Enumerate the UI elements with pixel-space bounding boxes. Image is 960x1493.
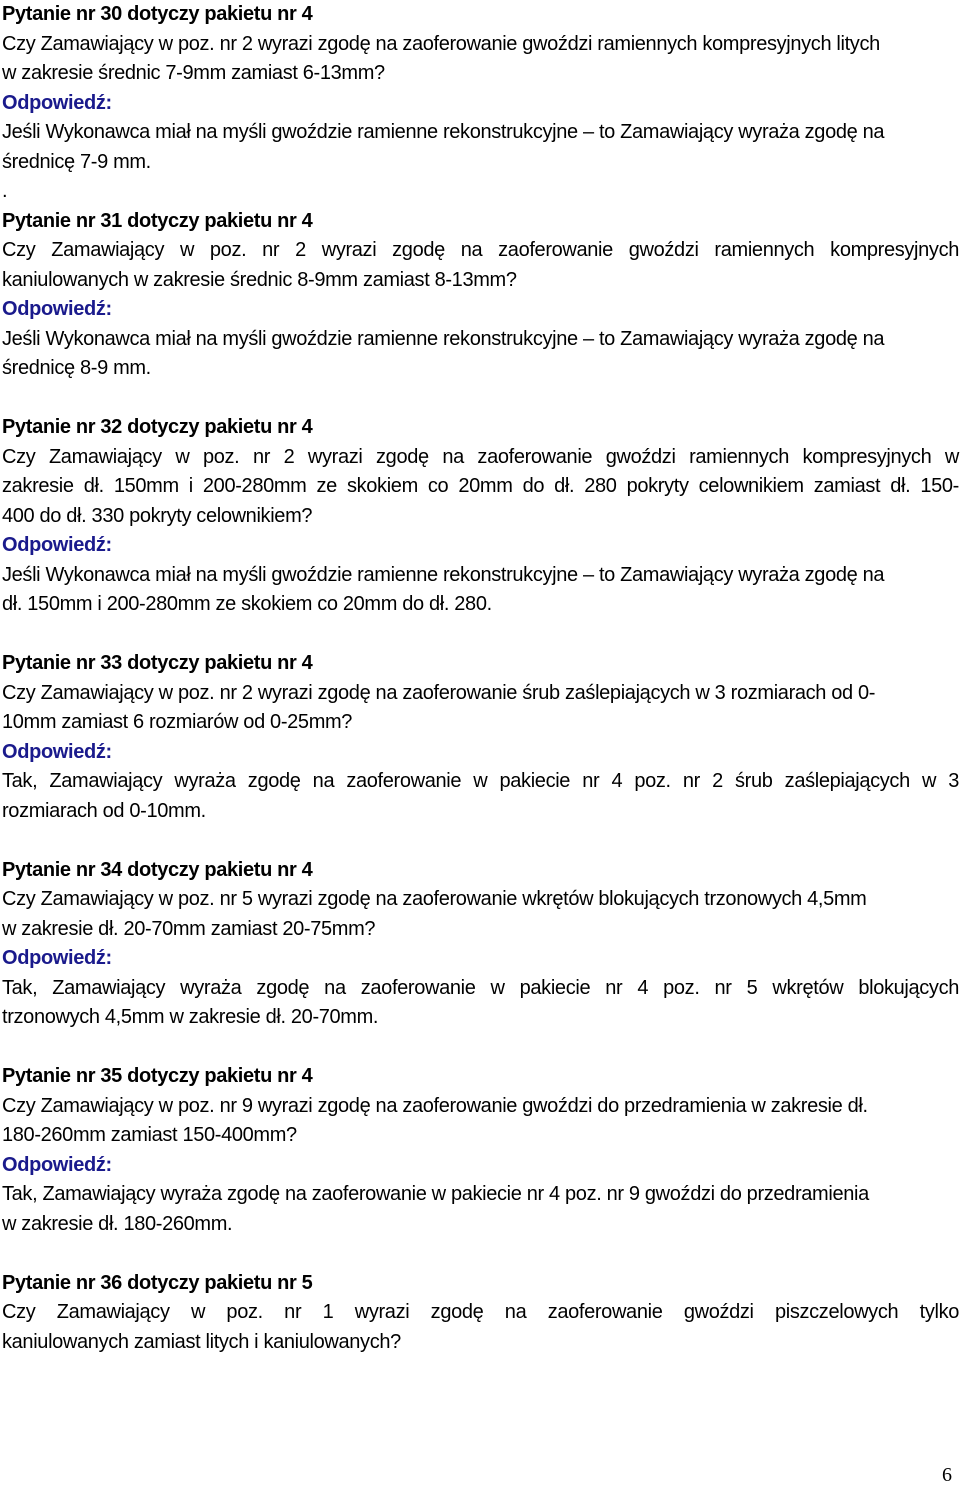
answer-text-line: rozmiarach od 0-10mm.	[2, 799, 206, 822]
question-block-36	[2, 1269, 959, 1358]
question-block-32	[2, 413, 959, 620]
question-title: Pytanie nr 35 dotyczy pakietu nr 4	[2, 1065, 313, 1087]
question-block-33	[2, 649, 959, 826]
question-title: Pytanie nr 36 dotyczy pakietu nr 5	[2, 1271, 313, 1294]
answer-text-line: Tak, Zamawiający wyraża zgodę na zaoferowanie w pakiecie nr 4 poz. nr 2 śrub zaślepiających w 3	[2, 770, 959, 792]
answer-label: Odpowiedź:	[2, 91, 112, 114]
question-text-line: Czy Zamawiający w poz. nr 5 wyrazi zgodę na zaoferowanie wkrętów blokujących trzonowych 4,5mm	[2, 888, 867, 910]
answer-label: Odpowiedź:	[2, 298, 112, 320]
question-title: Pytanie nr 32 dotyczy pakietu nr 4	[2, 416, 313, 438]
answer-text-line: Jeśli Wykonawca miał na myśli gwoździe ramienne rekonstrukcyjne – to Zamawiający wyraża zgodę na	[2, 327, 885, 350]
question-text-line: kaniulowanych w zakresie średnic 8-9mm zamiast 8-13mm?	[2, 268, 517, 291]
question-block-30	[2, 0, 959, 207]
spacer	[2, 826, 959, 856]
question-title: Pytanie nr 34 dotyczy pakietu nr 4	[2, 858, 313, 881]
question-text-line: 400 do dł. 330 pokryty celownikiem?	[2, 504, 313, 527]
question-text-line: Czy Zamawiający w poz. nr 2 wyrazi zgodę na zaoferowanie śrub zaślepiających w 3 rozmiarach od 0-	[2, 681, 876, 704]
answer-label: Odpowiedź:	[2, 947, 112, 969]
answer-text-line: Jeśli Wykonawca miał na myśli gwoździe ramienne rekonstrukcyjne – to Zamawiający wyraża zgodę na	[2, 121, 885, 143]
question-title: Pytanie nr 30 dotyczy pakietu nr 4	[2, 3, 313, 25]
question-text-line: w zakresie dł. 20-70mm zamiast 20-75mm?	[2, 917, 376, 940]
question-text-line: Czy Zamawiający w poz. nr 2 wyrazi zgodę na zaoferowanie gwoździ ramiennych kompresyjnych litych	[2, 32, 880, 55]
question-text-line: w zakresie średnic 7-9mm zamiast 6-13mm?	[2, 62, 385, 84]
answer-text-line: średnicę 8-9 mm.	[2, 357, 151, 379]
question-text-line: zakresie dł. 150mm i 200-280mm ze skokiem co 20mm do dł. 280 pokryty celownikiem zamiast dł. 150-	[2, 475, 959, 497]
question-text-line: Czy Zamawiający w poz. nr 9 wyrazi zgodę na zaoferowanie gwoździ do przedramienia w zakresie dł.	[2, 1094, 868, 1117]
spacer	[2, 384, 959, 414]
question-text-line: 180-260mm zamiast 150-400mm?	[2, 1124, 297, 1146]
answer-text-line: średnicę 7-9 mm.	[2, 150, 151, 173]
answer-label: Odpowiedź:	[2, 1153, 112, 1176]
spacer	[2, 1239, 959, 1269]
question-block-35	[2, 1062, 959, 1239]
question-block-31	[2, 207, 959, 384]
answer-text-line: dł. 150mm i 200-280mm ze skokiem co 20mm do dł. 280.	[2, 593, 492, 615]
question-text-line: Czy Zamawiający w poz. nr 2 wyrazi zgodę na zaoferowanie gwoździ ramiennych kompresyjnych w	[2, 445, 959, 468]
stray-period: .	[2, 180, 8, 202]
question-block-34	[2, 856, 959, 1033]
question-text-line: 10mm zamiast 6 rozmiarów od 0-25mm?	[2, 711, 353, 733]
answer-label: Odpowiedź:	[2, 534, 112, 556]
spacer	[2, 1033, 959, 1063]
spacer	[2, 620, 959, 650]
document-body	[2, 0, 959, 1357]
page-number: 6	[942, 1464, 952, 1486]
question-text-line: Czy Zamawiający w poz. nr 2 wyrazi zgodę na zaoferowanie gwoździ ramiennych kompresyjnych	[2, 239, 959, 261]
question-text-line: Czy Zamawiający w poz. nr 1 wyrazi zgodę na zaoferowanie gwoździ piszczelowych tylko	[2, 1301, 959, 1323]
question-title: Pytanie nr 31 dotyczy pakietu nr 4	[2, 209, 313, 232]
answer-text-line: w zakresie dł. 180-260mm.	[2, 1212, 233, 1235]
question-text-line: kaniulowanych zamiast litych i kaniulowanych?	[2, 1330, 401, 1353]
answer-text-line: trzonowych 4,5mm w zakresie dł. 20-70mm.	[2, 1006, 379, 1028]
question-title: Pytanie nr 33 dotyczy pakietu nr 4	[2, 652, 313, 674]
answer-text-line: Tak, Zamawiający wyraża zgodę na zaoferowanie w pakiecie nr 4 poz. nr 5 wkrętów blokujących	[2, 976, 959, 999]
answer-text-line: Jeśli Wykonawca miał na myśli gwoździe ramienne rekonstrukcyjne – to Zamawiający wyraża zgodę na	[2, 563, 885, 586]
answer-label: Odpowiedź:	[2, 740, 112, 763]
answer-text-line: Tak, Zamawiający wyraża zgodę na zaoferowanie w pakiecie nr 4 poz. nr 9 gwoździ do przedramienia	[2, 1183, 869, 1205]
